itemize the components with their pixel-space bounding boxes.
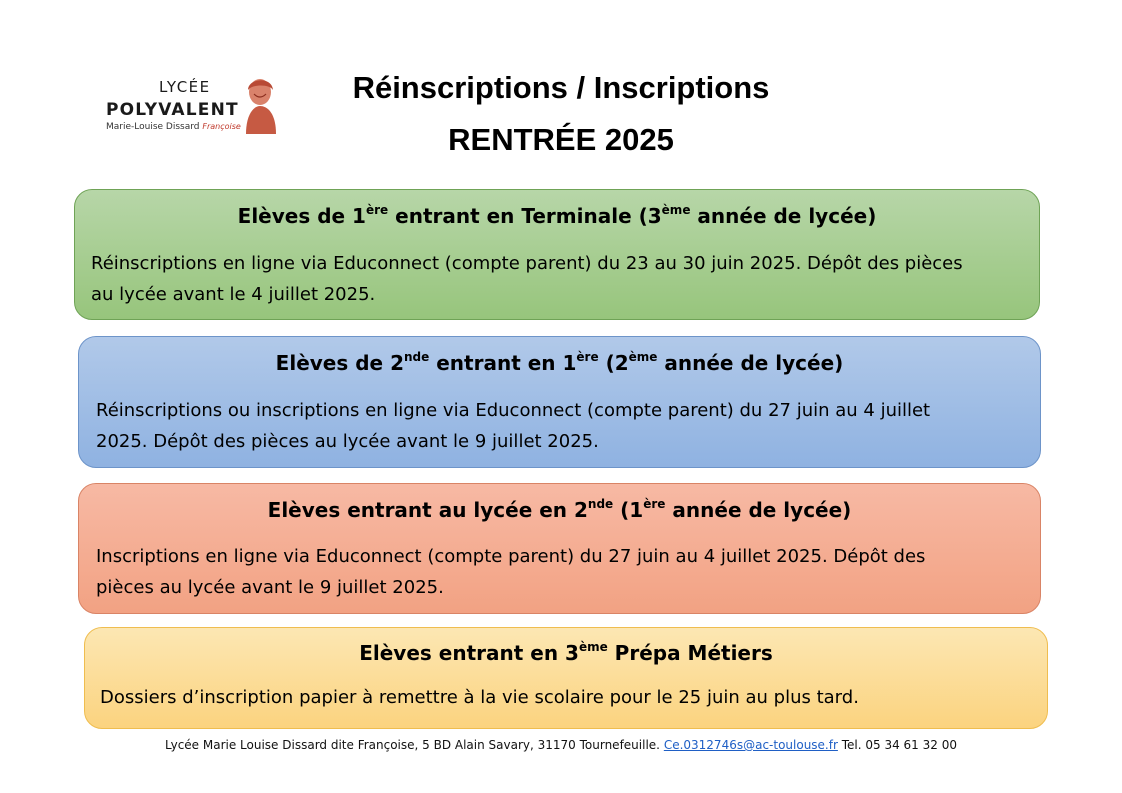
logo-line-lycee: LYCÉE — [159, 78, 211, 96]
page-subtitle: RENTRÉE 2025 — [448, 122, 674, 157]
section-body: Dossiers d’inscription papier à remettre à la vie scolaire pour le 25 juin au plus tard. — [100, 687, 859, 708]
logo-line-name: Marie-Louise Dissard Françoise — [106, 122, 241, 132]
page-title: Réinscriptions / Inscriptions — [352, 70, 770, 105]
section-seconde — [78, 483, 1041, 614]
footer-phone: Tel. 05 34 61 32 00 — [841, 738, 957, 752]
section-body: Réinscriptions en ligne via Educonnect (compte parent) du 23 au 30 juin 2025. Dépôt des pièces au lycée avant le 4 juillet 2025. — [91, 253, 963, 305]
section-heading: Elèves de 1ère entrant en Terminale (3ème année de lycée) — [237, 203, 877, 228]
section-heading: Elèves de 2nde entrant en 1ère (2ème année de lycée) — [275, 350, 844, 375]
section-terminale — [74, 189, 1040, 320]
section-prepa-metiers — [84, 627, 1048, 729]
section-premiere — [78, 336, 1041, 468]
section-body: Réinscriptions ou inscriptions en ligne via Educonnect (compte parent) du 27 juin au 4 juillet 2025. Dépôt des pièces au lycée avant le 9 juillet 2025. — [96, 400, 931, 452]
section-heading: Elèves entrant en 3ème Prépa Métiers — [359, 640, 773, 665]
section-heading: Elèves entrant au lycée en 2nde (1ère année de lycée) — [267, 497, 852, 522]
section-body: Inscriptions en ligne via Educonnect (compte parent) du 27 juin au 4 juillet 2025. Dépôt des pièces au lycée avant le 9 juillet 2025. — [96, 546, 926, 598]
footer-email-link[interactable]: Ce.0312746s@ac-toulouse.fr — [663, 738, 838, 752]
footer — [0, 738, 1122, 752]
footer-address: Lycée Marie Louise Dissard dite Françoise, 5 BD Alain Savary, 31170 Tournefeuille. — [165, 738, 660, 752]
logo-line-polyvalent: POLYVALENT — [106, 100, 239, 120]
